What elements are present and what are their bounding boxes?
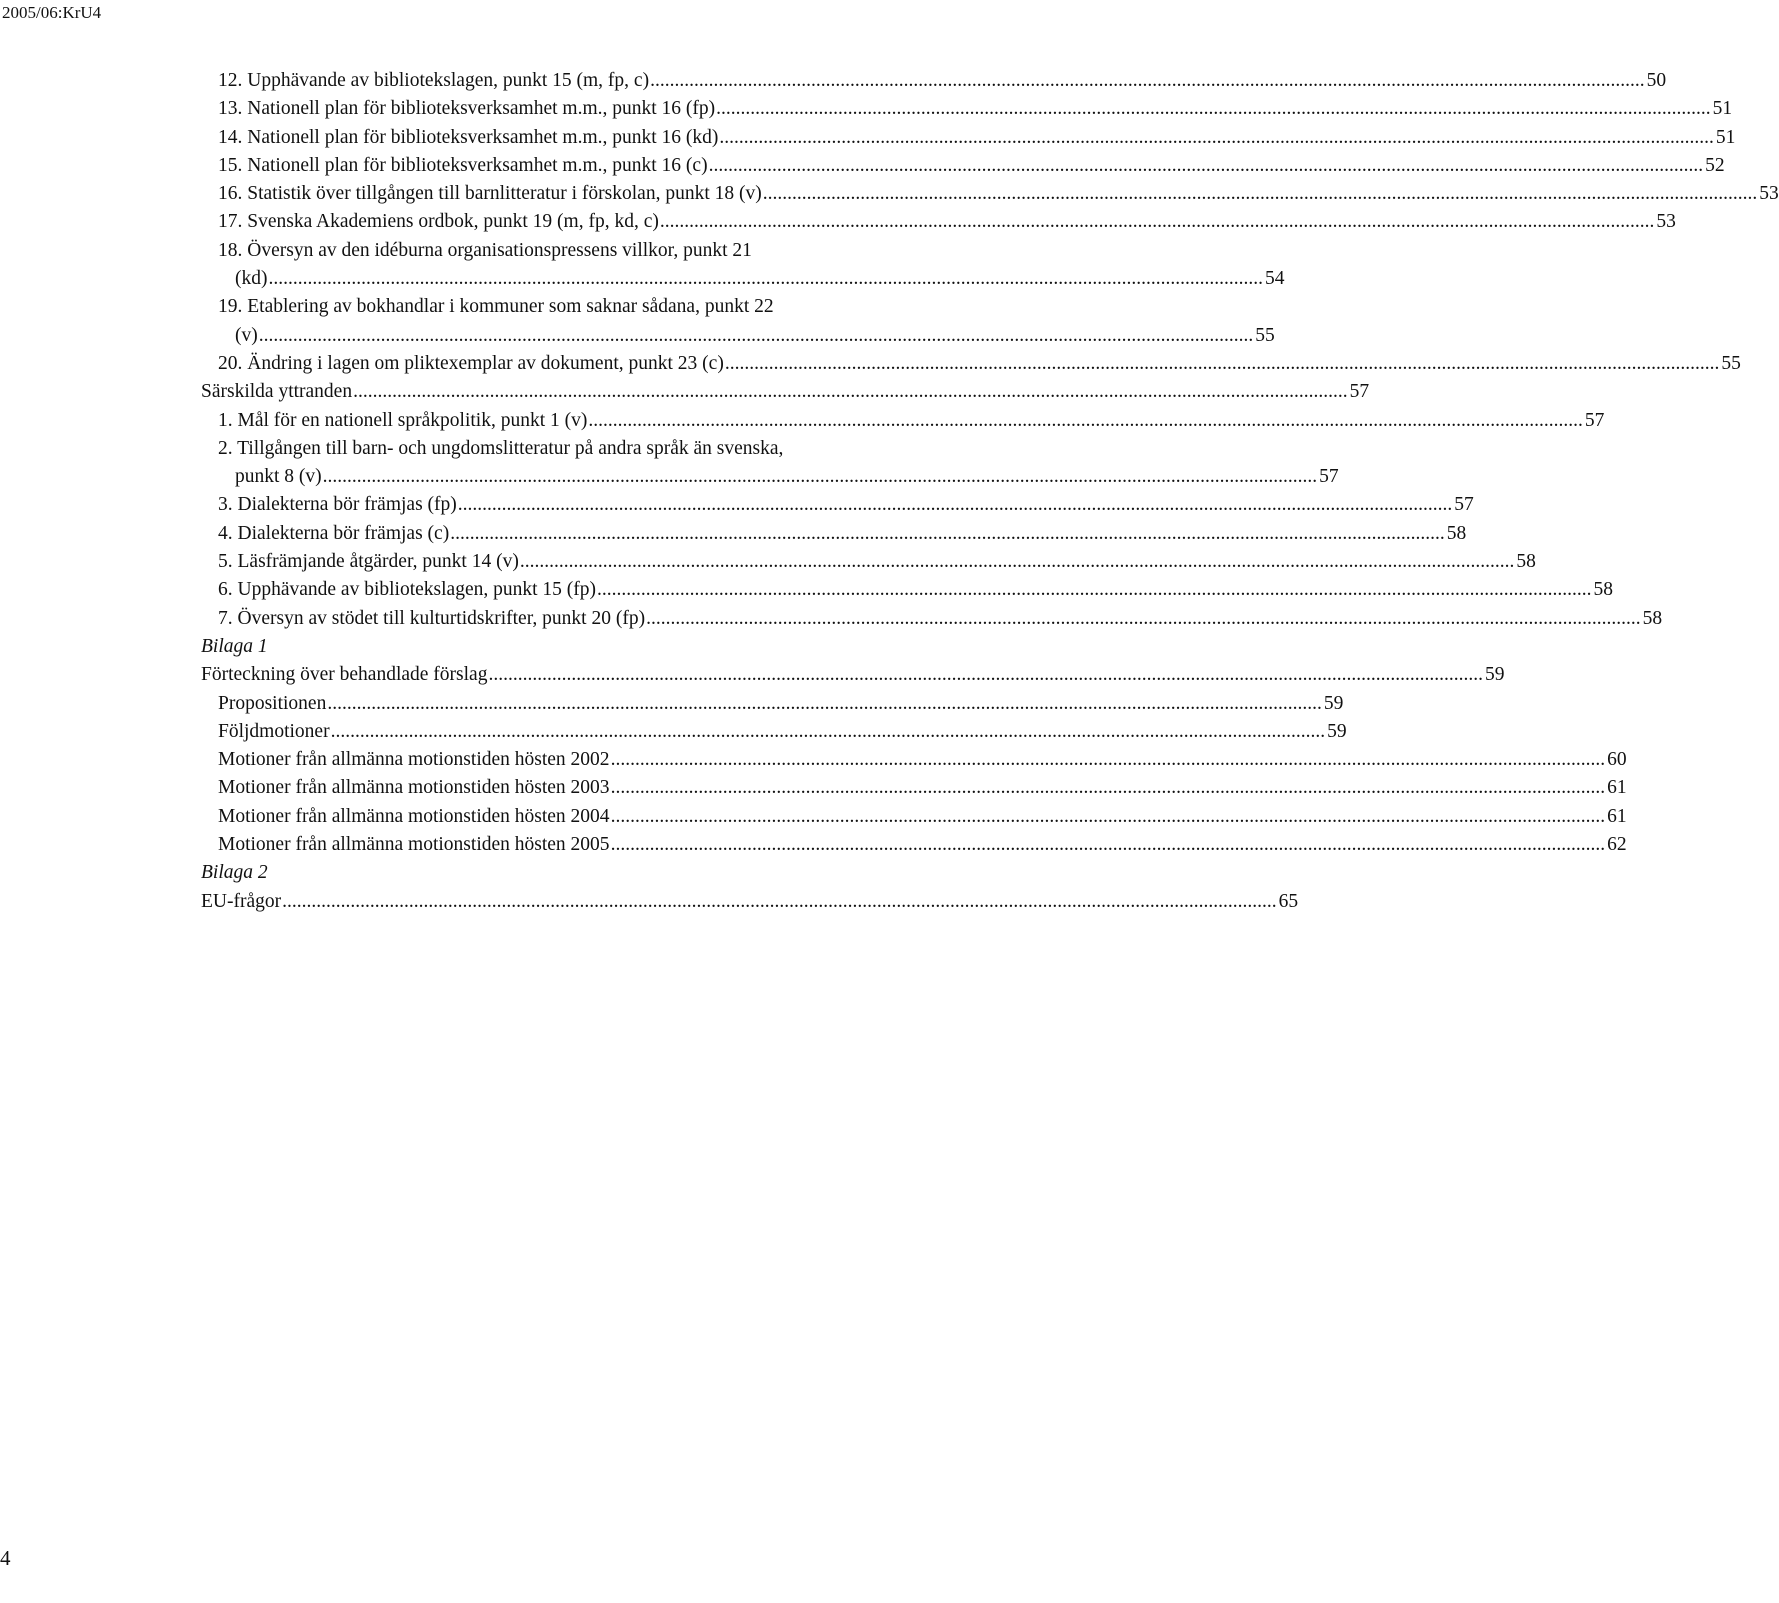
toc-entry-title: Motioner från allmänna motionstiden hösten 2005 [218,834,610,856]
dot-leader: ............................................................................................................................................................................................................ [353,381,1348,403]
toc-entry-title: 12. Upphävande av bibliotekslagen, punkt 15 (m, fp, c) [218,70,650,91]
toc-entry-page: 65 [1278,890,1299,912]
appendix-label [201,633,939,661]
toc-entry[interactable] [201,576,1613,604]
toc-entry-page: 51 [1712,98,1733,120]
toc-entry[interactable] [201,548,1536,576]
document-id: 2005/06:KrU4 [2,3,102,22]
appendix-label-text: Bilaga 1 [201,635,268,657]
dot-leader: ............................................................................................................................................................................................................ [610,834,1606,856]
toc-entry-title: Motioner från allmänna motionstiden hösten 2004 [218,805,610,827]
toc-entry[interactable] [201,152,1725,180]
toc-entry-page: 61 [1607,805,1627,827]
dot-leader: ............................................................................................................................................................................................................ [258,324,1254,346]
dot-leader: ............................................................................................................................................................................................................ [646,607,1641,629]
toc-entry-page: 58 [1593,579,1613,601]
toc-entry[interactable] [201,491,1474,519]
dot-leader: ............................................................................................................................................................................................................ [450,522,1445,544]
toc-entry-title: Propositionen [218,692,327,714]
toc-entry-page: 54 [1265,268,1285,290]
dot-leader: ............................................................................................................................................................................................................ [488,664,1483,686]
toc-entry[interactable] [201,803,1627,831]
toc-entry-title: Förteckning över behandlade förslag [201,664,488,686]
toc-entry-title: 7. Översyn av stödet till kulturtidskrifter, punkt 20 (fp) [218,607,646,629]
toc-entry-title: 14. Nationell plan för biblioteksverksamhet m.m., punkt 16 (kd) [218,126,719,148]
toc-entry-title: EU-frågor [201,890,282,912]
toc-entry[interactable] [201,774,1627,802]
toc-entry-wrapped[interactable] [201,237,1285,294]
toc-entry-page: 60 [1607,749,1627,771]
dot-leader: ............................................................................................................................................................................................................ [762,183,1758,205]
toc-entry-page: 53 [1656,211,1676,233]
toc-entry-title: 17. Svenska Akademiens ordbok, punkt 19 (m, fp, kd, c) [218,211,659,233]
dot-leader: ............................................................................................................................................................................................................ [597,579,1592,601]
toc-entry-page: 57 [1349,381,1370,403]
toc-entry-title-continued: (kd) [235,268,268,290]
toc-entry-page: 62 [1607,834,1627,856]
toc-entry-title: Motioner från allmänna motionstiden hösten 2002 [218,749,610,771]
toc-entry-title: 20. Ändring i lagen om pliktexemplar av dokument, punkt 23 (c) [218,352,724,374]
toc-entry[interactable] [201,746,1627,774]
toc-entry-page: 55 [1721,352,1741,374]
appendix-label [201,859,939,887]
toc-entry-title: 3. Dialekterna bör främjas (fp) [218,494,457,516]
dot-leader: ............................................................................................................................................................................................................ [327,692,1322,714]
toc-entry-title: 6. Upphävande av bibliotekslagen, punkt 15 (fp) [218,579,596,601]
toc-section-entry[interactable] [201,378,1370,406]
toc-entry-page: 59 [1484,664,1505,686]
table-of-contents [201,67,1779,916]
toc-entry[interactable] [201,831,1627,859]
toc-entry-wrapped[interactable] [201,435,1339,492]
toc-entry-title: 15. Nationell plan för biblioteksverksamhet m.m., punkt 16 (c) [218,154,708,176]
toc-entry-page: 58 [1642,607,1663,629]
toc-entry[interactable] [201,407,1605,435]
dot-leader: ............................................................................................................................................................................................................ [519,551,1515,573]
toc-entry-title: Särskilda yttranden [201,381,353,403]
toc-entry[interactable] [201,520,1467,548]
toc-entry-title: 16. Statistik över tillgången till barnlitteratur i förskolan, punkt 18 (v) [218,183,762,205]
toc-entry[interactable] [201,67,1667,95]
toc-entry-page: 53 [1759,183,1779,205]
toc-entry-title-continued: (v) [235,324,258,346]
dot-leader: ............................................................................................................................................................................................................ [610,749,1606,771]
dot-leader: ............................................................................................................................................................................................................ [322,466,1318,488]
toc-entry[interactable] [201,350,1741,378]
toc-entry[interactable] [201,718,1347,746]
toc-entry-page: 57 [1319,466,1339,488]
toc-entry-page: 58 [1446,522,1467,544]
toc-entry-page: 52 [1705,154,1725,176]
toc-entry-title: Motioner från allmänna motionstiden hösten 2003 [218,777,610,799]
toc-section-entry[interactable] [201,661,1505,689]
toc-entry-title: 19. Etablering av bokhandlar i kommuner som saknar sådana, punkt 22 [218,296,774,318]
toc-entry[interactable] [201,124,1736,152]
dot-leader: ............................................................................................................................................................................................................ [588,409,1583,431]
toc-entry[interactable] [201,690,1344,718]
toc-entry-page: 57 [1454,494,1474,516]
dot-leader: ............................................................................................................................................................................................................ [724,352,1720,374]
toc-entry-page: 59 [1327,720,1347,742]
toc-entry-title: 18. Översyn av den idéburna organisationspressens villkor, punkt 21 [218,239,752,261]
toc-entry-page: 50 [1646,70,1667,91]
dot-leader: ............................................................................................................................................................................................................ [457,494,1453,516]
toc-entry[interactable] [201,180,1779,208]
appendix-label-text: Bilaga 2 [201,862,268,884]
toc-entry-title: 1. Mål för en nationell språkpolitik, punkt 1 (v) [218,409,588,431]
toc-entry-page: 61 [1607,777,1627,799]
dot-leader: ............................................................................................................................................................................................................ [708,154,1704,176]
toc-entry[interactable] [201,208,1676,236]
toc-entry-title: Följdmotioner [218,720,330,742]
toc-entry[interactable] [201,95,1733,123]
toc-entry[interactable] [201,605,1663,633]
dot-leader: ............................................................................................................................................................................................................ [659,211,1655,233]
toc-entry-wrapped[interactable] [201,293,1275,350]
page-number: 4 [0,1546,11,1570]
toc-entry-page: 57 [1584,409,1605,431]
toc-entry-title: 5. Läsfrämjande åtgärder, punkt 14 (v) [218,551,519,573]
toc-entry-page: 59 [1323,692,1344,714]
dot-leader: ............................................................................................................................................................................................................ [268,268,1263,290]
dot-leader: ............................................................................................................................................................................................................ [716,98,1711,120]
dot-leader: ............................................................................................................................................................................................................ [610,777,1606,799]
toc-entry-title: 2. Tillgången till barn- och ungdomslitteratur på andra språk än svenska, [218,437,784,459]
dot-leader: ............................................................................................................................................................................................................ [719,126,1714,148]
dot-leader: ............................................................................................................................................................................................................ [330,720,1326,742]
toc-entry-title-continued: punkt 8 (v) [235,466,322,488]
toc-entry-page: 58 [1516,551,1536,573]
dot-leader: ............................................................................................................................................................................................................ [610,805,1606,827]
dot-leader: ............................................................................................................................................................................................................ [282,890,1277,912]
toc-entry-title: 13. Nationell plan för biblioteksverksamhet m.m., punkt 16 (fp) [218,98,716,120]
toc-entry-page: 55 [1255,324,1275,346]
toc-entry-page: 51 [1715,126,1736,148]
toc-section-entry[interactable] [201,888,1299,916]
toc-entry-title: 4. Dialekterna bör främjas (c) [218,522,450,544]
dot-leader: ............................................................................................................................................................................................................ [650,70,1645,91]
